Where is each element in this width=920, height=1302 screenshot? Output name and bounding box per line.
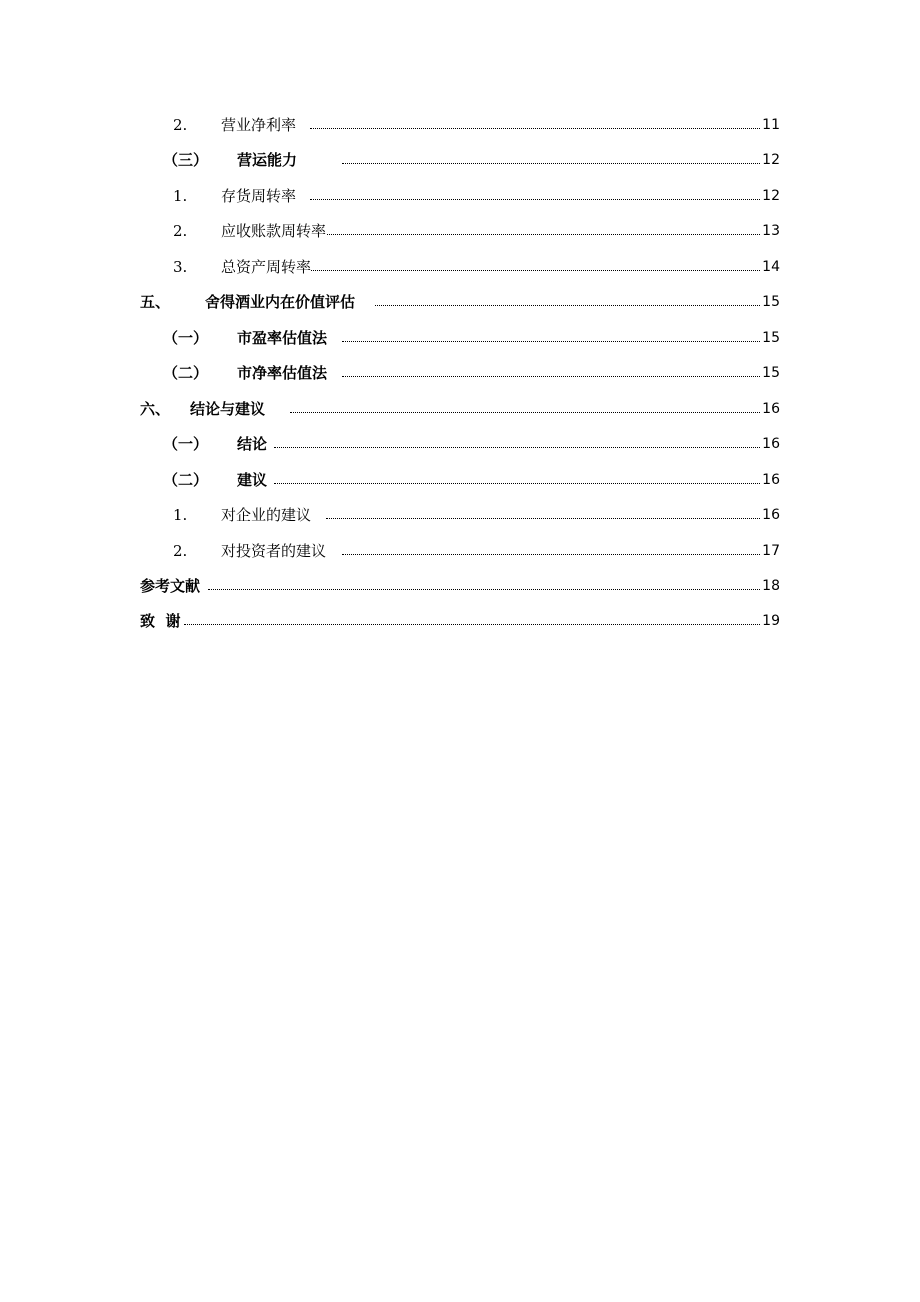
toc-entry-number: 1. [173,503,187,527]
toc-entry-number: 3. [173,255,187,279]
toc-entry-page: 16 [760,468,780,492]
toc-entry-page: 12 [760,148,780,172]
toc-entry[interactable] [0,397,920,421]
toc-entry-page: 16 [760,397,780,421]
dot-leader [310,234,760,235]
toc-entry-number: （一） [163,326,208,350]
toc-entry-page: 14 [760,255,780,279]
toc-entry-title: 营运能力 [237,148,297,172]
toc-entry[interactable] [0,326,920,350]
dot-leader [290,412,760,413]
toc-entry-title: 对投资者的建议 [221,539,326,563]
dot-leader [184,624,760,625]
toc-entry-number: 2. [173,113,187,137]
dot-leader [274,483,760,484]
toc-entry-title: 结论 [237,432,267,456]
toc-entry-title: 市盈率估值法 [237,326,327,350]
toc-entry[interactable] [0,148,920,172]
dot-leader [342,376,760,377]
toc-entry-number: （二） [163,361,208,385]
toc-entry-page: 15 [760,361,780,385]
toc-entry-page: 11 [760,113,780,137]
toc-entry-number: 1. [173,184,187,208]
toc-entry-number: （二） [163,468,208,492]
toc-entry[interactable] [0,219,920,243]
toc-entry-title: 致 谢 [140,609,180,633]
dot-leader [310,199,760,200]
toc-entry-number: 2. [173,539,187,563]
toc-entry-title: 应收账款周转率 [221,219,326,243]
toc-entry[interactable] [0,539,920,563]
toc-entry-title: 市净率估值法 [237,361,327,385]
dot-leader [326,518,760,519]
toc-entry-number: 五、 [140,290,170,314]
dot-leader [342,341,760,342]
dot-leader [310,270,760,271]
toc-entry[interactable] [0,432,920,456]
toc-entry-number: 六、 [140,397,170,421]
toc-entry-title: 对企业的建议 [221,503,311,527]
toc-entry[interactable] [0,255,920,279]
toc-entry-page: 19 [760,609,780,633]
toc-entry-page: 16 [760,432,780,456]
toc-entry-page: 17 [760,539,780,563]
toc-entry-title: 舍得酒业内在价值评估 [205,290,355,314]
dot-leader [342,163,760,164]
toc-entry-title: 营业净利率 [221,113,296,137]
toc-entry[interactable] [0,609,920,633]
toc-entry-number: （三） [163,148,208,172]
toc-entry[interactable] [0,361,920,385]
toc-entry-page: 15 [760,290,780,314]
toc-entry[interactable] [0,468,920,492]
toc-entry-page: 12 [760,184,780,208]
dot-leader [375,305,760,306]
toc-entry-title: 存货周转率 [221,184,296,208]
toc-entry[interactable] [0,574,920,598]
toc-entry-page: 15 [760,326,780,350]
toc-entry-title: 参考文献 [140,574,200,598]
dot-leader [274,447,760,448]
toc-entry[interactable] [0,503,920,527]
toc-entry-page: 18 [760,574,780,598]
toc-entry[interactable] [0,184,920,208]
dot-leader [310,128,760,129]
toc-entry-title: 总资产周转率 [221,255,311,279]
toc-entry[interactable] [0,290,920,314]
toc-entry-page: 16 [760,503,780,527]
toc-entry-number: （一） [163,432,208,456]
toc-entry[interactable] [0,113,920,137]
dot-leader [342,554,760,555]
toc-entry-page: 13 [760,219,780,243]
toc-entry-title: 建议 [237,468,267,492]
dot-leader [208,589,760,590]
toc-entry-title: 结论与建议 [190,397,265,421]
toc-entry-number: 2. [173,219,187,243]
